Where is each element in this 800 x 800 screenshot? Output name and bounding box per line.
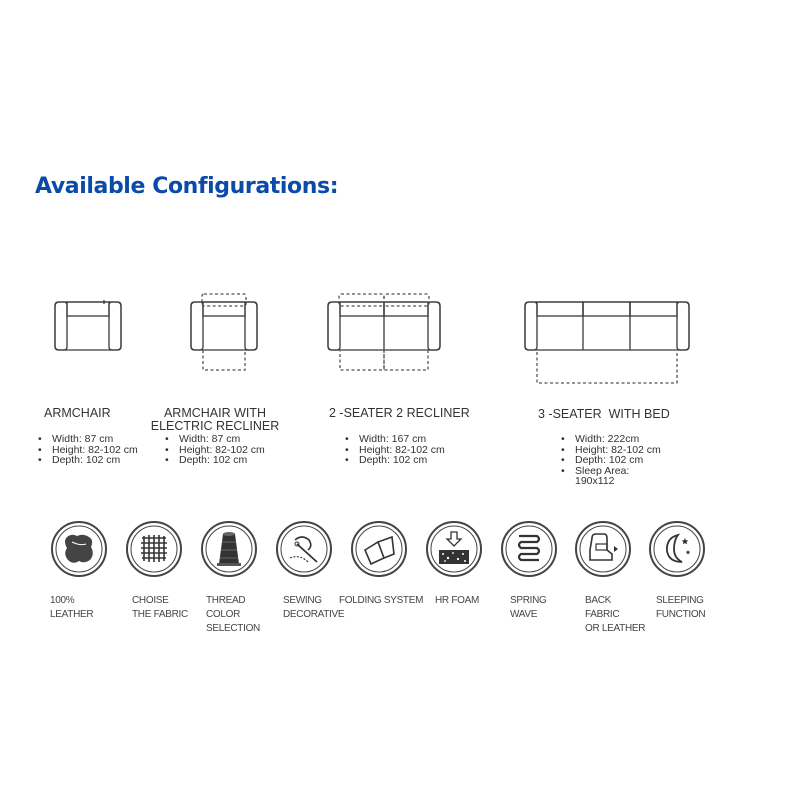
config-name: 2 -SEATER 2 RECLINER [329, 406, 470, 420]
config-name: ARMCHAIR [44, 406, 111, 420]
config-specs [36, 434, 138, 466]
three-seater-bed-plan-icon [522, 298, 692, 388]
config-name: 3 -SEATER WITH BED [538, 407, 670, 421]
spring-wave-icon [500, 520, 558, 578]
spec-height: • Height: 82-102 cm [163, 445, 265, 456]
feature-label: THREAD COLOR SELECTION [206, 595, 260, 634]
thread-spool-icon [200, 520, 258, 578]
spec-width: • Width: 222cm [559, 434, 661, 445]
feature-label: SPRING WAVE [510, 595, 547, 620]
spec-height: • Height: 82-102 cm [559, 445, 661, 456]
feature-label: SLEEPING FUNCTION [656, 595, 706, 620]
feature-label: FOLDING SYSTEM [339, 595, 424, 606]
spec-height: • Height: 82-102 cm [36, 445, 138, 456]
sewing-needle-icon [275, 520, 333, 578]
armchair-recliner-plan-icon [188, 292, 260, 374]
recliner-chair-icon [574, 520, 632, 578]
spec-depth: • Depth: 102 cm [559, 455, 661, 466]
hr-foam-icon [425, 520, 483, 578]
two-seater-plan-icon [325, 292, 443, 374]
spec-depth: • Depth: 102 cm [163, 455, 265, 466]
spec-width: • Width: 87 cm [163, 434, 265, 445]
spec-width: • Width: 87 cm [36, 434, 138, 445]
leather-hide-icon [50, 520, 108, 578]
config-specs [559, 434, 661, 487]
config-specs [163, 434, 265, 466]
spec-depth: • Depth: 102 cm [36, 455, 138, 466]
spec-sleep-area: • Sleep Area: 190x112 [559, 466, 661, 487]
spec-depth: • Depth: 102 cm [343, 455, 445, 466]
moon-stars-icon [648, 520, 706, 578]
armchair-plan-icon [52, 298, 124, 354]
config-name: ARMCHAIR WITH ELECTRIC RECLINER [150, 406, 280, 433]
config-specs [343, 434, 445, 466]
feature-label: HR FOAM [435, 595, 480, 606]
feature-label: SEWING DECORATIVE [283, 595, 345, 620]
folding-system-icon [350, 520, 408, 578]
page-title: Available Configurations: [35, 174, 339, 199]
spec-height: • Height: 82-102 cm [343, 445, 445, 456]
feature-label: 100% LEATHER [50, 595, 94, 620]
feature-label: CHOISE THE FABRIC [132, 595, 188, 620]
feature-label: BACK FABRIC OR LEATHER [585, 595, 646, 634]
spec-width: • Width: 167 cm [343, 434, 445, 445]
fabric-swatch-icon [125, 520, 183, 578]
